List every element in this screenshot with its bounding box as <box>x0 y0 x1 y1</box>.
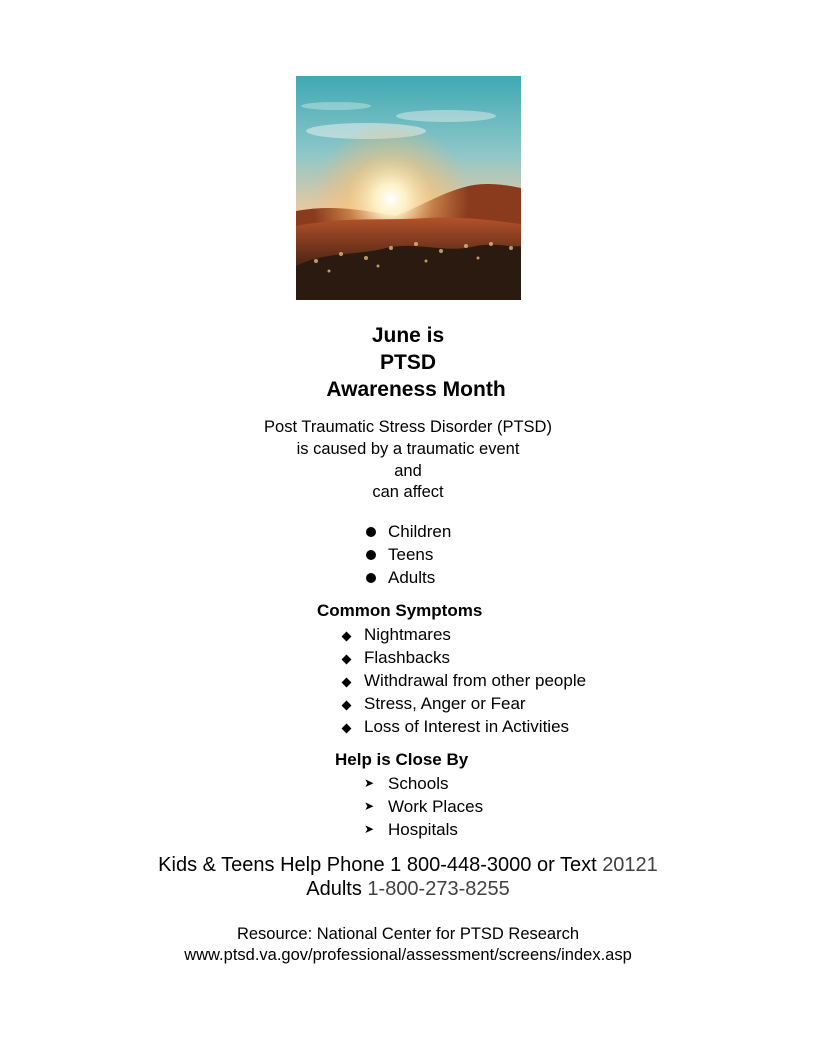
arrowhead-bullet-icon: ➤ <box>363 776 375 790</box>
sunset-photo <box>296 76 521 300</box>
kids-text-number: 20121 <box>602 854 658 876</box>
arrowhead-bullet-icon: ➤ <box>363 799 375 813</box>
symptoms-heading: Common Symptoms <box>317 601 483 620</box>
diamond-bullet-icon <box>341 724 351 734</box>
diamond-bullet-icon <box>341 701 351 711</box>
diamond-bullet-icon <box>341 632 351 642</box>
kids-teens-help-line <box>0 854 816 877</box>
intro-line-2: is caused by a traumatic event <box>296 440 520 458</box>
bullet-dot-icon <box>366 550 376 560</box>
resource-url: www.ptsd.va.gov/professional/assessment/screens/index.asp <box>184 946 632 964</box>
intro-line-4: can affect <box>372 483 444 501</box>
intro-line-1: Post Traumatic Stress Disorder (PTSD) <box>264 418 552 436</box>
sunset-landscape-image <box>296 76 521 300</box>
intro-line-3: and <box>394 462 422 480</box>
kids-teens-phone-text: Kids & Teens Help Phone 1 800-448-3000 or Text <box>158 854 603 876</box>
title-line-3: Awareness Month <box>326 378 506 401</box>
adults-help-line <box>0 878 816 901</box>
diamond-bullet-icon <box>341 678 351 688</box>
arrowhead-bullet-icon: ➤ <box>363 822 375 836</box>
diamond-bullet-icon <box>341 655 351 665</box>
bullet-dot-icon <box>366 527 376 537</box>
title-line-1: June is <box>371 324 445 347</box>
resource-line: Resource: National Center for PTSD Research <box>236 925 580 943</box>
adults-phone-number: 1-800-273-8255 <box>367 878 510 900</box>
adults-label: Adults <box>306 878 368 900</box>
bullet-dot-icon <box>366 573 376 583</box>
help-heading: Help is Close By <box>335 750 469 769</box>
title-line-2: PTSD <box>379 351 436 374</box>
